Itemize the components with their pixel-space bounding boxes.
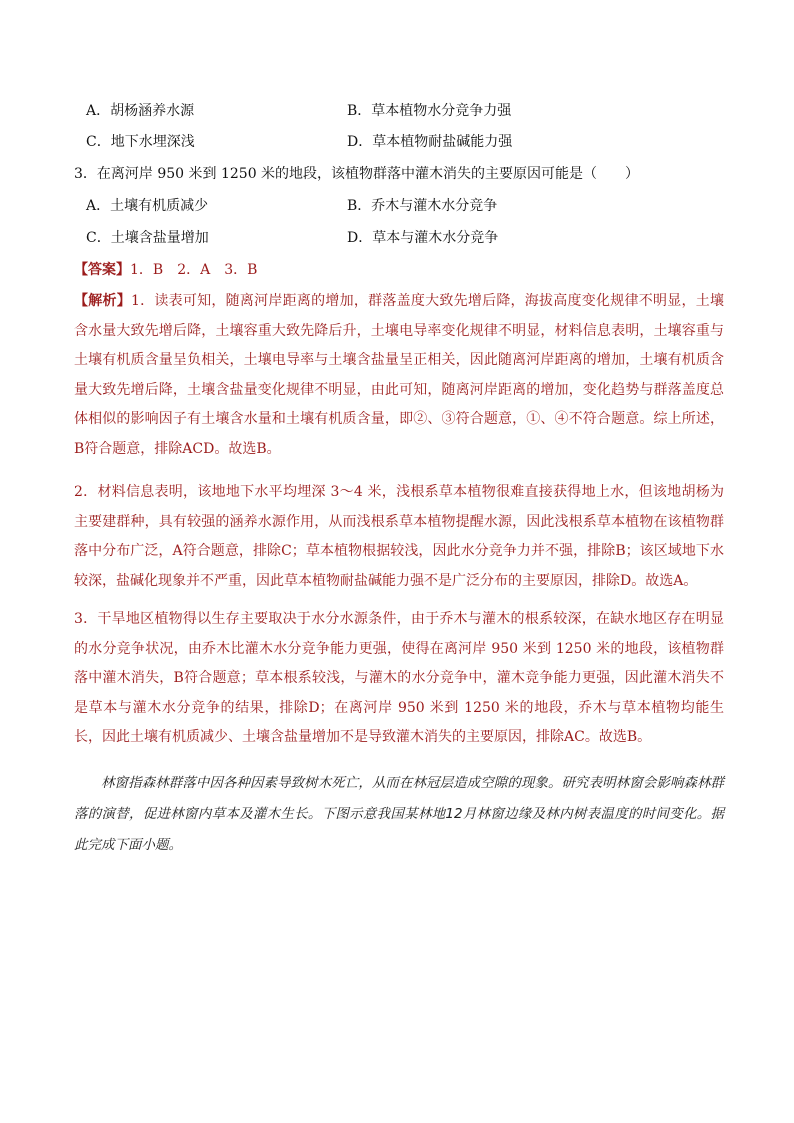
explanation-p2: 2．材料信息表明，该地地下水平均埋深 3～4 米，浅根系草本植物很难直接获得地上水，但该地胡杨为主要建群种，具有较强的涵养水源作用，从而浅根系草本植物提醒水源，因此浅根系草本植物在该植物群落中分布广泛，A符合题意，排除C；草本植物根据较浅，因此水分竞争力并不强，排除B；该区域地下水较深，盐碱化现象并不严重，因此草本植物耐盐碱能力强不是广泛分布的主要原因，排除D。故选A。 [74, 484, 724, 589]
explanation-block [74, 287, 724, 464]
answer-line [74, 258, 257, 282]
q2-option-c: C．地下水埋深浅 [86, 134, 195, 150]
explanation-block-2 [74, 478, 724, 596]
q2-option-d: D．草本植物耐盐碱能力强 [347, 134, 513, 150]
q2-options-row-1 [0, 98, 794, 124]
q3-options-row-2 [0, 225, 794, 251]
explanation-tag: 【解析】 [74, 293, 131, 309]
next-question-intro: 林窗指森林群落中因各种因素导致树木死亡，从而在林冠层造成空隙的现象。研究表明林窗会影响森林群落的演替，促进林窗内草本及灌木生长。下图示意我国某林地12月林窗边缘及林内树表温度的时间变化。据此完成下面小题。 [74, 775, 724, 853]
explanation-block-3 [74, 605, 724, 753]
explanation-paragraph-1 [74, 287, 724, 464]
q3-stem: 3．在离河岸 950 米到 1250 米的地段，该植物群落中灌木消失的主要原因可能是（ ） [74, 166, 640, 182]
q3-option-b: B．乔木与灌木水分竞争 [347, 198, 498, 214]
q3-option-d: D．草本与灌木水分竞争 [347, 230, 499, 246]
explanation-p1: 1．读表可知，随离河岸距离的增加，群落盖度大致先增后降，海拔高度变化规律不明显，土壤含水量大致先增后降，土壤容重大致先降后升，土壤电导率变化规律不明显，材料信息表明，土壤容重与土壤有机质含量呈负相关，土壤电导率与土壤含盐量呈正相关，因此随离河岸距离的增加，土壤有机质含量大致先增后降，土壤含盐量变化规律不明显，由此可知，随离河岸距离的增加，变化趋势与群落盖度总体相似的影响因子有土壤含水量和土壤有机质含量，即②、③符合题意，①、④不符合题意。综上所述，B符合题意，排除ACD。故选B。 [74, 293, 725, 457]
answer-text: 1．B 2．A 3．B [130, 262, 258, 278]
q3-option-c: C．土壤含盐量增加 [86, 230, 209, 246]
q2-option-b: B．草本植物水分竞争力强 [347, 103, 512, 119]
q2-options-row-2 [0, 129, 794, 155]
answer-tag: 【答案】 [74, 262, 130, 278]
q2-option-a: A．胡杨涵养水源 [86, 103, 195, 119]
q3-option-a: A．土壤有机质减少 [86, 198, 209, 214]
explanation-p3: 3．干旱地区植物得以生存主要取决于水分水源条件，由于乔木与灌木的根系较深，在缺水地区存在明显的水分竞争状况，由乔木比灌木水分竞争能力更强，使得在离河岸 950 米到 1250 米的地段，该植物群落中灌木消失，B符合题意；草本根系较浅，与灌木的水分竞争中，灌木竞争能力更强，因此灌木消失不是草本与灌木水分竞争的结果，排除D；在离河岸 950 米到 1250 米的地段，乔木与草本植物均能生长，因此土壤有机质减少、土壤含盐量增加不是导致灌木消失的主要原因，排除AC。故选B。 [74, 611, 724, 745]
q3-options-row-1 [0, 193, 794, 219]
